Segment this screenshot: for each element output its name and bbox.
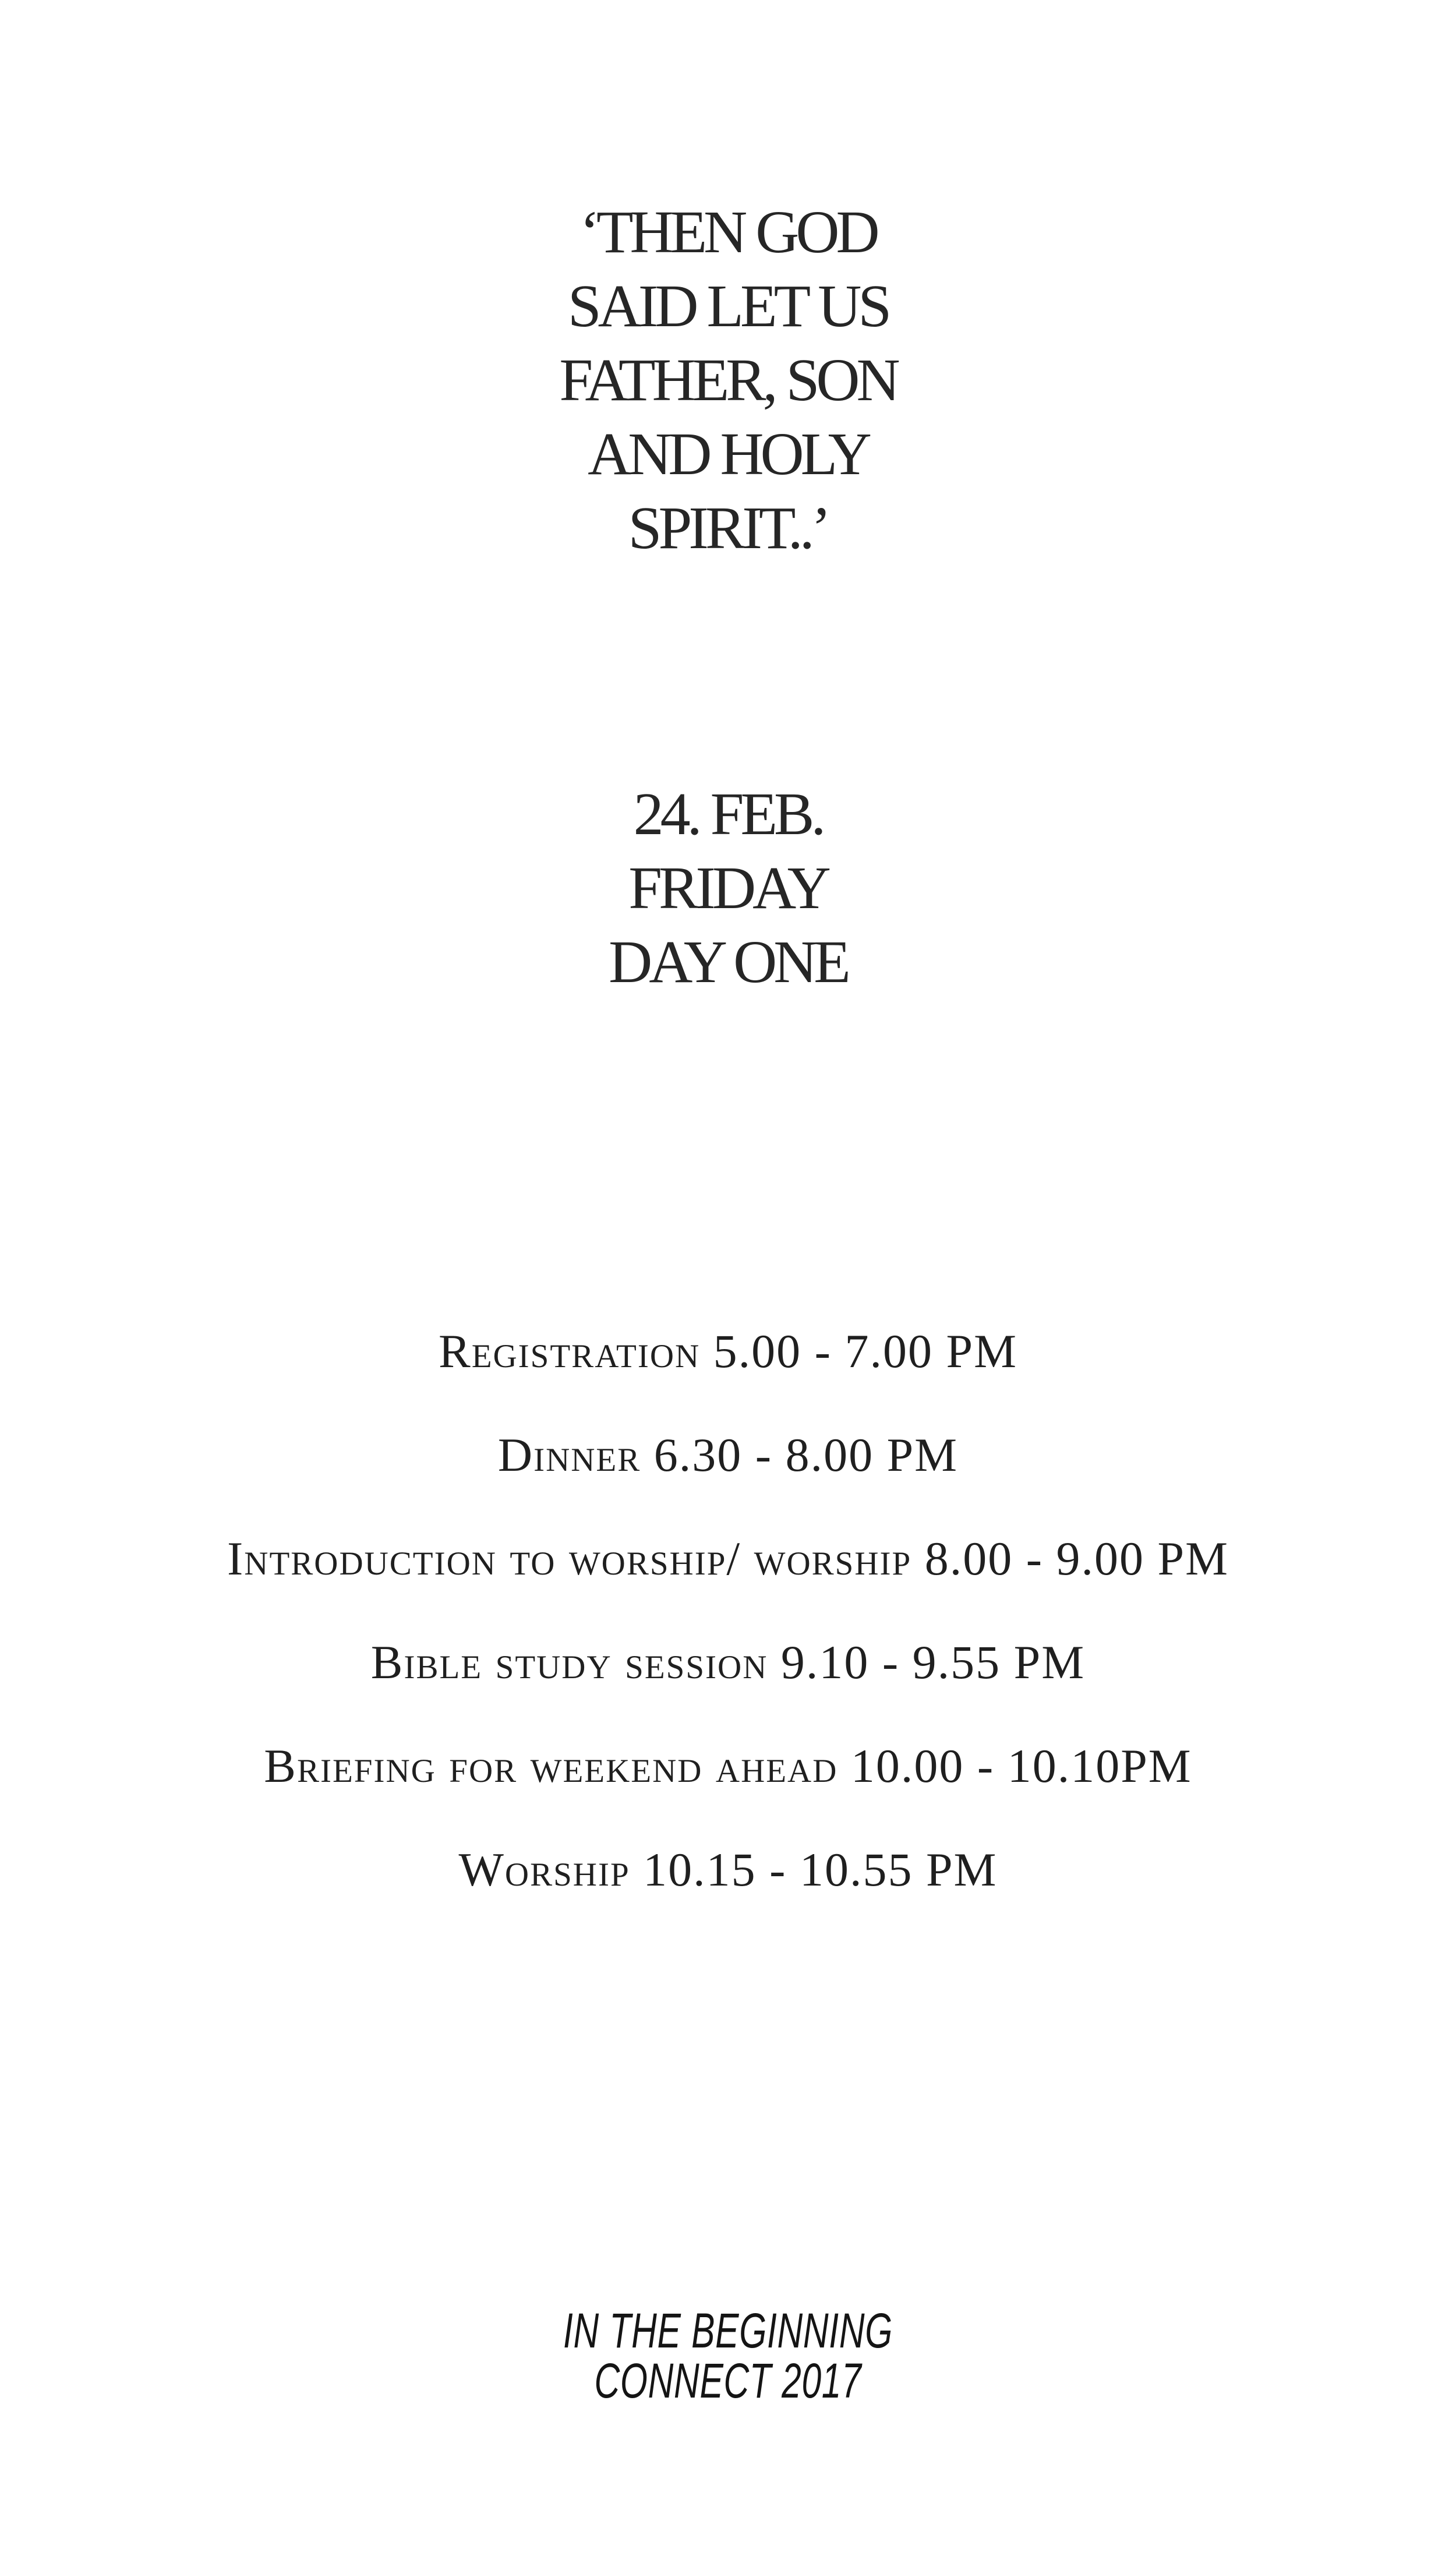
- quote-line: ‘THEN GOD: [579, 199, 877, 266]
- schedule-item: Bible study session 9.10 - 9.55 PM: [370, 1636, 1086, 1689]
- schedule-list: [0, 1322, 1456, 1944]
- event-footer: [204, 2303, 1252, 2408]
- date-line: 24. FEB.: [633, 781, 823, 848]
- quote-line: SPIRIT..’: [628, 495, 828, 562]
- scripture-quote: [0, 195, 1456, 565]
- date-heading: [0, 777, 1456, 999]
- weekday-line: FRIDAY: [628, 855, 828, 922]
- quote-line: FATHER, SON: [559, 347, 897, 414]
- schedule-item: Briefing for weekend ahead 10.00 - 10.10PM: [264, 1739, 1192, 1792]
- event-name: CONNECT 2017: [594, 2353, 862, 2408]
- schedule-item: Dinner 6.30 - 8.00 PM: [497, 1428, 959, 1481]
- event-theme: IN THE BEGINNING: [563, 2303, 893, 2358]
- schedule-item: Registration 5.00 - 7.00 PM: [439, 1325, 1017, 1378]
- schedule-item: Worship 10.15 - 10.55 PM: [458, 1843, 998, 1896]
- quote-line: AND HOLY: [588, 421, 868, 488]
- quote-line: SAID LET US: [567, 273, 889, 340]
- day-number-line: DAY ONE: [609, 929, 847, 995]
- schedule-item: Introduction to worship/ worship 8.00 - 9.00 PM: [227, 1532, 1229, 1585]
